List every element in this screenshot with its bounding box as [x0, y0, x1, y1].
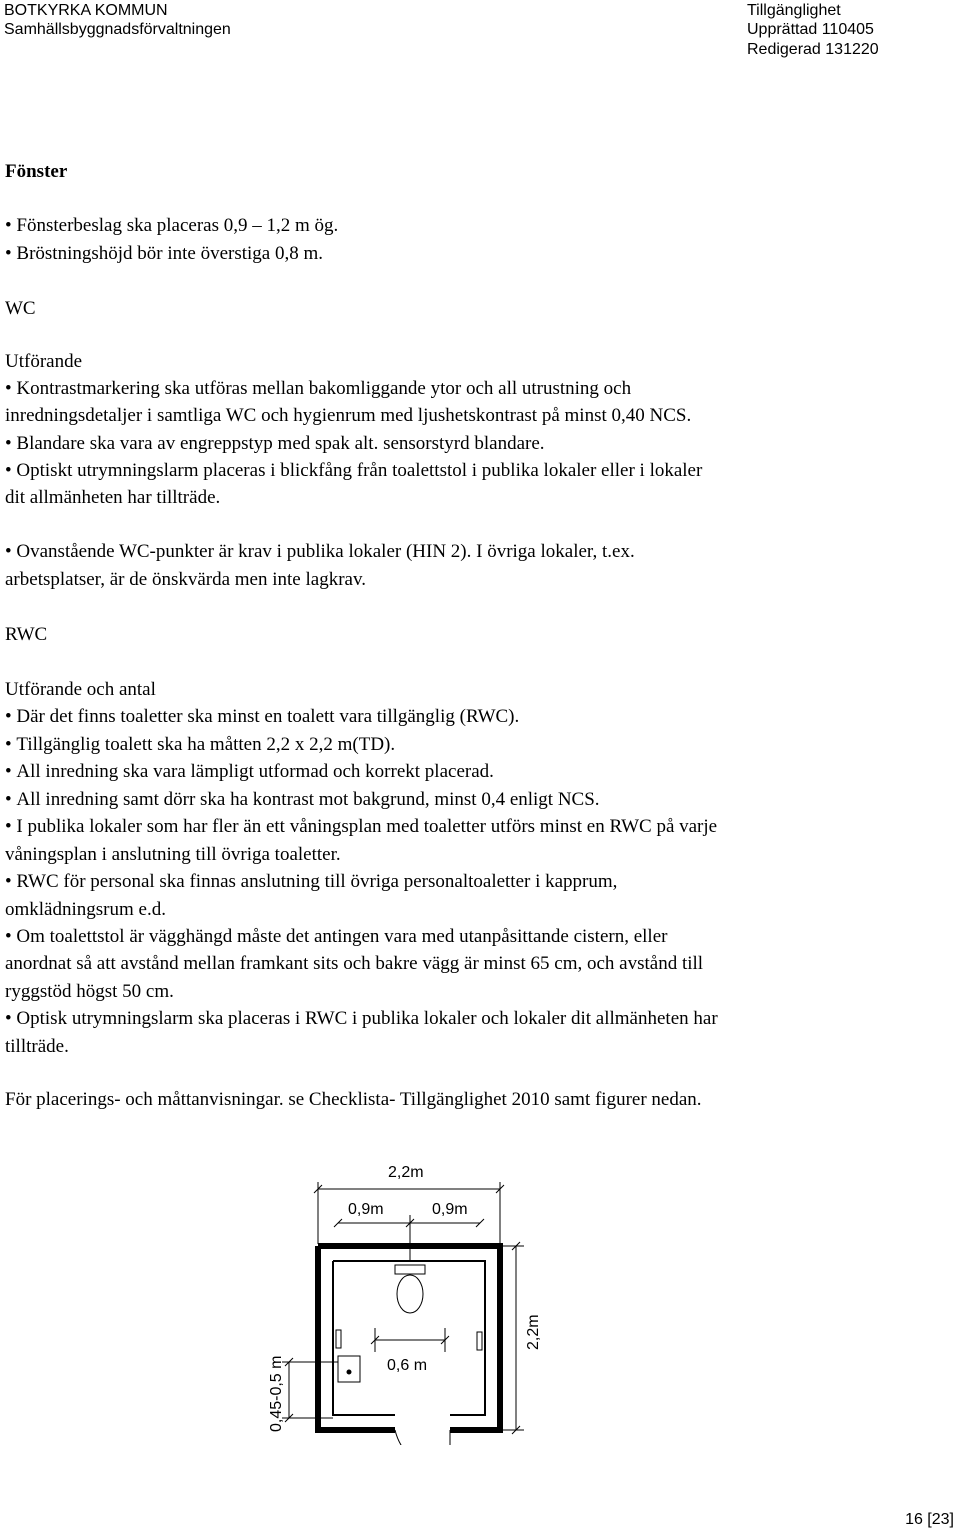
list-item-continuation: tillträde.: [5, 1036, 69, 1057]
list-item: • Bröstningshöjd bör inte överstiga 0,8 m.: [5, 240, 323, 267]
rwc-floor-plan: [255, 1150, 585, 1445]
sink-icon: [338, 1356, 360, 1382]
dim-center-label: 0,6 m: [387, 1357, 428, 1374]
doc-topic: Tillgänglighet: [747, 2, 841, 19]
dim-right-label: 0,9m: [432, 1201, 468, 1218]
sink-drain-icon: [347, 1370, 351, 1374]
dim-left-label: 0,9m: [348, 1201, 384, 1218]
list-item: • I publika lokaler som har fler än ett våningsplan med toaletter utförs minst en RWC på varje: [5, 813, 717, 840]
toilet-bowl-icon: [397, 1275, 423, 1313]
list-item: • Kontrastmarkering ska utföras mellan bakomliggande ytor och all utrustning och: [5, 375, 631, 402]
list-item: • RWC för personal ska finnas anslutning till övriga personaltoaletter i kapprum,: [5, 868, 617, 895]
door-swing-arc: [395, 1430, 450, 1445]
page-number: 16 [23]: [905, 1511, 954, 1528]
dim-height-label: 2,2m: [525, 1314, 542, 1350]
list-item: • Där det finns toaletter ska minst en toalett vara tillgänglig (RWC).: [5, 703, 519, 730]
org-name: BOTKYRKA KOMMUN: [4, 2, 168, 19]
subheading-utforande-antal: Utförande och antal: [5, 679, 156, 700]
list-item: • All inredning ska vara lämpligt utformad och korrekt placerad.: [5, 758, 494, 785]
list-item: • Blandare ska vara av engreppstyp med spak alt. sensorstyrd blandare.: [5, 430, 545, 457]
toilet-cistern-icon: [395, 1265, 425, 1274]
list-item: • Optisk utrymningslarm ska placeras i RWC i publika lokaler och lokaler dit allmänheten har: [5, 1005, 718, 1032]
list-item-continuation: arbetsplatser, är de önskvärda men inte lagkrav.: [5, 569, 366, 590]
grab-bar-left-icon: [336, 1330, 341, 1348]
list-item: • Tillgänglig toalett ska ha måtten 2,2 x 2,2 m(TD).: [5, 731, 395, 758]
list-item: • Ovanstående WC-punkter är krav i publika lokaler (HIN 2). I övriga lokaler, t.ex.: [5, 538, 635, 565]
section-heading-fonster: Fönster: [5, 161, 68, 182]
wall-outer-left: [318, 1246, 395, 1430]
department-name: Samhällsbyggnadsförvaltningen: [4, 21, 231, 38]
list-item: • Fönsterbeslag ska placeras 0,9 – 1,2 m ög.: [5, 212, 338, 239]
dimension-ticks: [314, 1185, 504, 1227]
dim-total-label: 2,2m: [388, 1164, 424, 1181]
subheading-utforande: Utförande: [5, 351, 83, 372]
list-item-continuation: dit allmänheten har tillträde.: [5, 487, 221, 508]
wall-inner: [333, 1261, 485, 1415]
created-date: Upprättad 110405: [747, 21, 874, 38]
list-item-continuation: anordnat så att avstånd mellan framkant sits och bakre vägg är minst 65 cm, och avstånd till: [5, 953, 704, 974]
list-item: • Om toalettstol är vägghängd måste det antingen vara med utanpåsittande cistern, eller: [5, 923, 667, 950]
edited-date: Redigerad 131220: [747, 41, 879, 58]
grab-bar-right-icon: [477, 1332, 482, 1350]
list-item: • Optiskt utrymningslarm placeras i blickfång från toalettstol i publika lokaler eller i lokaler: [5, 457, 702, 484]
list-item-continuation: ryggstöd högst 50 cm.: [5, 981, 174, 1002]
list-item-continuation: omklädningsrum e.d.: [5, 899, 166, 920]
footer-note: För placerings- och måttanvisningar. se Checklista- Tillgänglighet 2010 samt figurer nedan.: [5, 1089, 702, 1110]
section-heading-rwc: RWC: [5, 624, 48, 645]
dim-sink-label: 0,45-0,5 m: [268, 1355, 285, 1432]
list-item-continuation: inredningsdetaljer i samtliga WC och hygienrum med ljushetskontrast på minst 0,40 NCS.: [5, 405, 692, 426]
list-item-continuation: våningsplan i anslutning till övriga toaletter.: [5, 844, 341, 865]
list-item: • All inredning samt dörr ska ha kontrast mot bakgrund, minst 0,4 enligt NCS.: [5, 786, 600, 813]
section-heading-wc: WC: [5, 298, 36, 319]
